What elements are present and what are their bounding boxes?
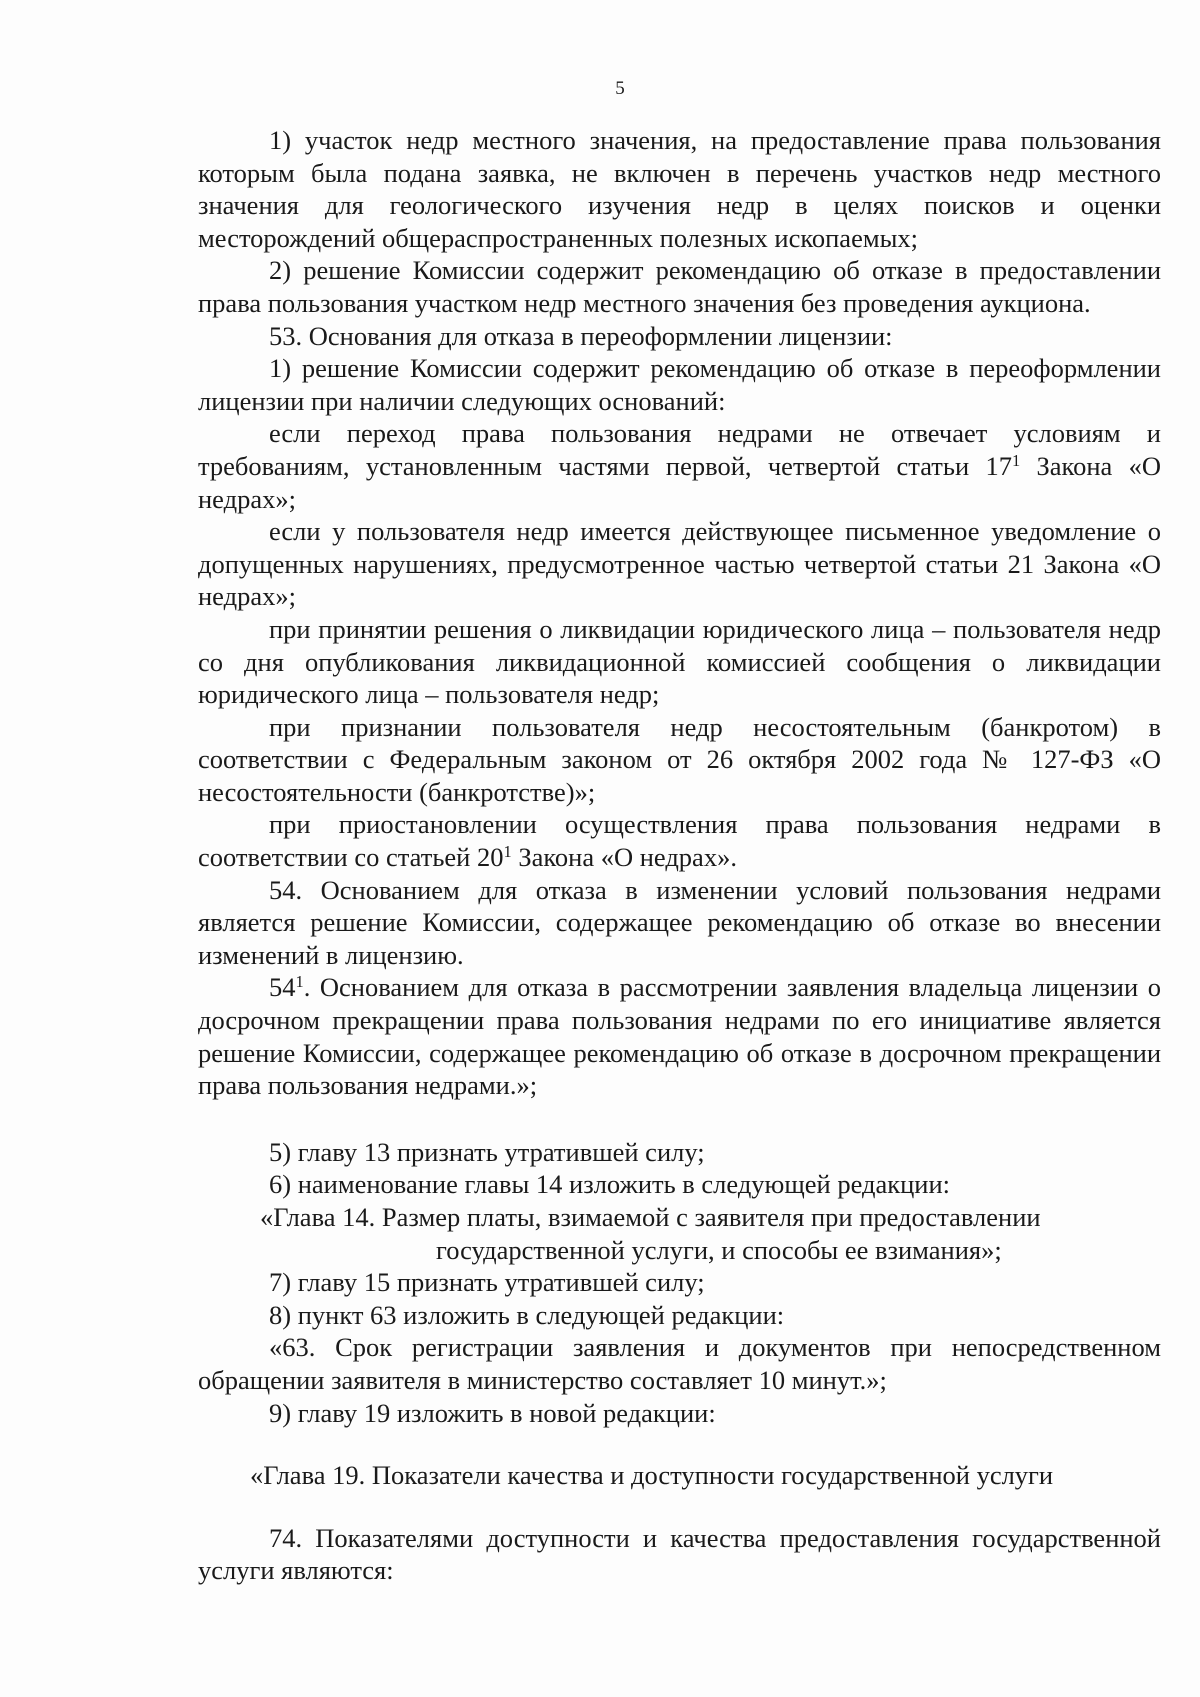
text-part: 54	[269, 972, 296, 1003]
paragraph-74: 74. Показателями доступности и качества предоставления государственной услуги являются:	[198, 1522, 1161, 1586]
paragraph-transfer-condition	[198, 417, 1161, 515]
amendment-5: 5) главу 13 признать утратившей силу;	[269, 1136, 705, 1167]
text-part: при приостановлении осуществления права пользования недрами в соответствии со статьей 20	[198, 809, 1161, 873]
paragraph-54: 54. Основанием для отказа в изменении условий пользования недрами является решение Комиссии, содержащее рекомендацию об отказе во внесении изменений в лицензию.	[198, 874, 1161, 970]
amendment-6: 6) наименование главы 14 изложить в следующей редакции:	[269, 1169, 951, 1200]
document-body	[198, 124, 1161, 1587]
amendment-8: 8) пункт 63 изложить в следующей редакции:	[269, 1299, 785, 1330]
spacer	[198, 1492, 1161, 1522]
paragraph-suspension-condition	[198, 808, 1161, 873]
paragraph-liquidation-condition: при принятии решения о ликвидации юридического лица – пользователя недр со дня опубликования ликвидационной комиссией сообщения о ликвидации юридического лица – пользователя недр;	[198, 613, 1161, 710]
paragraph-63: «63. Срок регистрации заявления и документов при непосредственном обращении заявителя в министерство составляет 10 минут.»;	[198, 1332, 1161, 1395]
heading-line-2: государственной услуги, и способы ее взимания»;	[436, 1234, 1002, 1265]
paragraph-54-1	[198, 971, 1161, 1101]
superscript: 1	[295, 972, 304, 992]
page-number: 5	[615, 78, 625, 99]
chapter-19-heading: «Глава 19. Показатели качества и доступности государственной услуги	[250, 1460, 1054, 1491]
paragraph-53: 53. Основания для отказа в переоформлении лицензии:	[269, 320, 893, 351]
paragraph-notice-condition: если у пользователя недр имеется действующее письменное уведомление о допущенных нарушениях, предусмотренное частью четвертой статьи 21 Закона «О недрах»;	[198, 516, 1161, 612]
chapter-14-heading	[198, 1201, 1161, 1266]
paragraph-1: 1) участок недр местного значения, на предоставление права пользования которым была подана заявка, не включен в перечень участков недр местного значения для геологического изучения недр в целях поисков и оценки месторождений общераспространенных полезных ископаемых;	[198, 125, 1161, 253]
text-part: Закона «О недрах».	[511, 842, 737, 873]
amendment-9: 9) главу 19 изложить в новой редакции:	[269, 1397, 716, 1428]
paragraph-53-item-1: 1) решение Комиссии содержит рекомендацию об отказе в переоформлении лицензии при наличии следующих оснований:	[198, 353, 1161, 416]
amendment-7: 7) главу 15 признать утратившей силу;	[269, 1267, 705, 1298]
superscript: 1	[503, 842, 512, 862]
paragraph-bankruptcy-condition: при признании пользователя недр несостоятельным (банкротом) в соответствии с Федеральным законом от 26 октября 2002 года № 127-ФЗ «О несостоятельности (банкротстве)»;	[198, 711, 1161, 807]
paragraph-2: 2) решение Комиссии содержит рекомендацию об отказе в предоставлении права пользования участком недр местного значения без проведения аукциона.	[198, 255, 1161, 318]
text-part: . Основанием для отказа в рассмотрении заявления владельца лицензии о досрочном прекращении права пользования недрами по его инициативе является решение Комиссии, содержащее рекомендацию об отказе в досрочном прекращении права пользования недрами.»;	[198, 972, 1161, 1101]
text-part: Закона «О недрах»;	[198, 450, 1161, 514]
superscript: 1	[1011, 450, 1021, 470]
spacer	[198, 1429, 1161, 1459]
text-part: если переход права пользования недрами не отвечает условиям и требованиям, установленным частями первой, четвертой статьи 17	[198, 418, 1161, 481]
spacer	[198, 1102, 1161, 1136]
heading-line-1: «Глава 14. Размер платы, взимаемой с заявителя при предоставлении	[260, 1202, 1041, 1232]
